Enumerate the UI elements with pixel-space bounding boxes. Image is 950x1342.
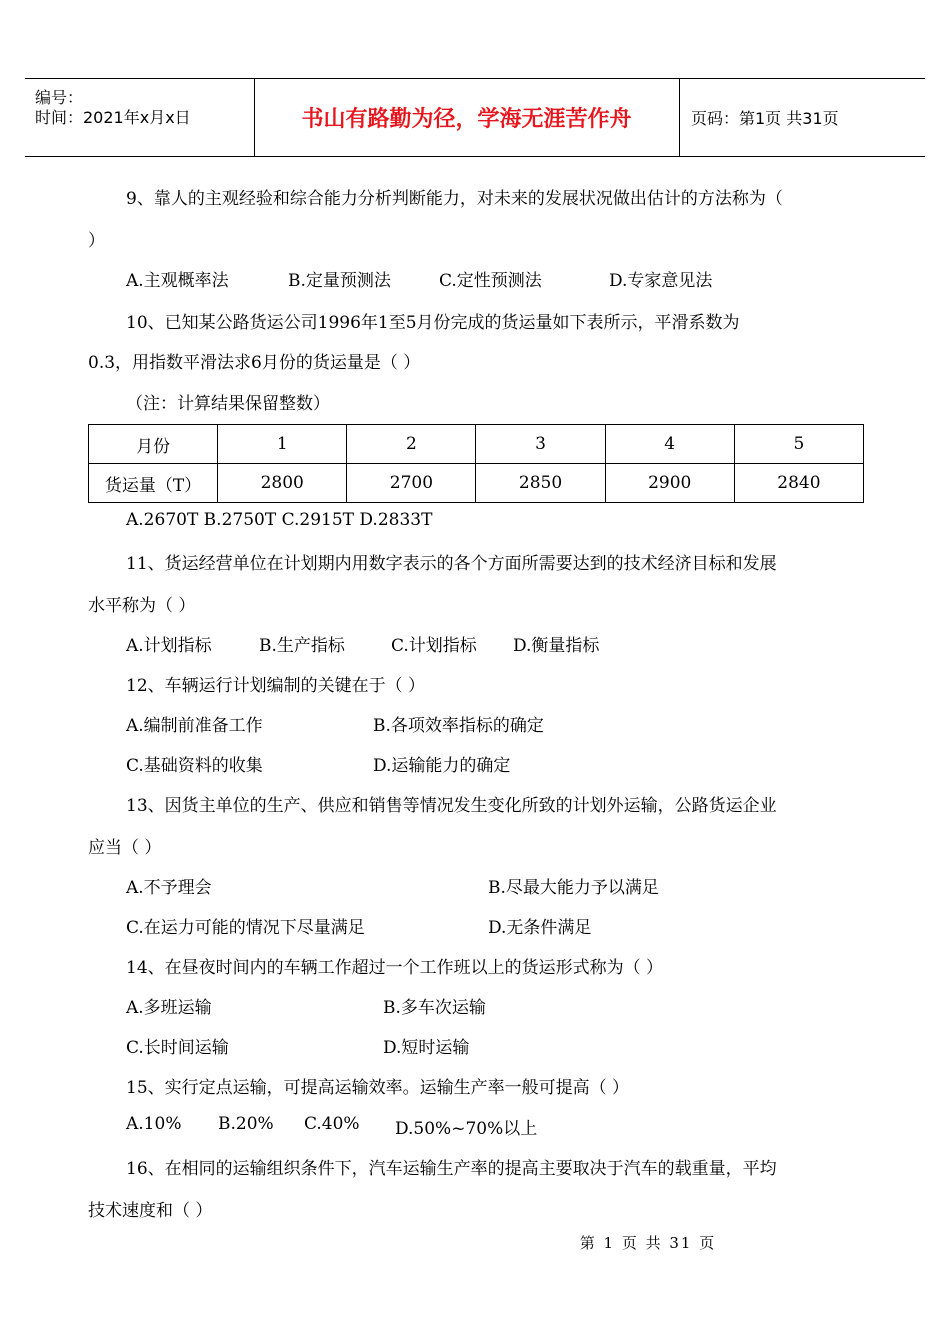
table-cell: 2900 <box>605 464 734 503</box>
q11-option-a: A.计划指标 <box>126 636 212 656</box>
q13-stem-line2: 应当（ ） <box>88 838 162 858</box>
document-header <box>25 78 925 157</box>
q11-option-c: C.计划指标 <box>391 636 477 656</box>
table-cell: 3 <box>476 425 605 464</box>
q13-option-d: D.无条件满足 <box>488 918 592 938</box>
table-cell: 货运量（T） <box>89 464 218 503</box>
table-cell: 4 <box>605 425 734 464</box>
table-cell: 2840 <box>734 464 863 503</box>
q9-option-c: C.定性预测法 <box>439 271 542 291</box>
table-row <box>89 425 864 464</box>
q13-stem-line1: 13、因货主单位的生产、供应和销售等情况发生变化所致的计划外运输，公路货运企业 <box>126 796 777 816</box>
q11-option-d: D.衡量指标 <box>513 636 600 656</box>
q10-stem-line1: 10、已知某公路货运公司1996年1至5月份完成的货运量如下表所示，平滑系数为 <box>126 313 740 333</box>
q14-stem: 14、在昼夜时间内的车辆工作超过一个工作班以上的货运形式称为（ ） <box>126 958 664 978</box>
q13-option-a: A.不予理会 <box>126 878 212 898</box>
table-cell: 5 <box>734 425 863 464</box>
table-cell: 月份 <box>89 425 218 464</box>
q12-option-b: B.各项效率指标的确定 <box>373 716 544 736</box>
footer-page-number: 第 1 页 共 31 页 <box>579 1234 717 1252</box>
time-label: 时间：2021年x月x日 <box>35 108 191 127</box>
q11-stem-line2: 水平称为（ ） <box>88 596 196 616</box>
table-cell: 2800 <box>218 464 347 503</box>
q11-stem-line1: 11、货运经营单位在计划期内用数字表示的各个方面所需要达到的技术经济目标和发展 <box>126 554 777 574</box>
q10-options: A.2670T B.2750T C.2915T D.2833T <box>126 510 433 530</box>
q12-option-d: D.运输能力的确定 <box>373 756 511 776</box>
q15-option-a: A.10% <box>126 1114 182 1134</box>
page-footer <box>0 1232 950 1253</box>
q12-option-a: A.编制前准备工作 <box>126 716 263 736</box>
q9-option-b: B.定量预测法 <box>288 271 391 291</box>
q15-stem: 15、实行定点运输，可提高运输效率。运输生产率一般可提高（ ） <box>126 1078 630 1098</box>
header-meta <box>25 79 255 156</box>
q14-option-a: A.多班运输 <box>126 998 212 1018</box>
q12-stem: 12、车辆运行计划编制的关键在于（ ） <box>126 676 426 696</box>
q13-option-b: B.尽最大能力予以满足 <box>488 878 659 898</box>
header-motto: 书山有路勤为径，学海无涯苦作舟 <box>254 79 680 156</box>
q11-option-b: B.生产指标 <box>259 636 345 656</box>
serial-label: 编号： <box>35 88 84 107</box>
table-cell: 2700 <box>347 464 476 503</box>
table-cell: 1 <box>218 425 347 464</box>
q9-option-a: A.主观概率法 <box>126 271 229 291</box>
cargo-volume-table <box>88 424 864 503</box>
q15-option-c: C.40% <box>304 1114 360 1134</box>
q12-option-c: C.基础资料的收集 <box>126 756 263 776</box>
q15-option-b: B.20% <box>218 1114 274 1134</box>
table-row <box>89 464 864 503</box>
q13-option-c: C.在运力可能的情况下尽量满足 <box>126 918 365 938</box>
table-cell: 2850 <box>476 464 605 503</box>
q10-note: （注：计算结果保留整数） <box>126 394 330 414</box>
q16-stem-line2: 技术速度和（ ） <box>88 1201 213 1221</box>
q14-option-d: D.短时运输 <box>383 1038 470 1058</box>
q10-stem-line2: 0.3，用指数平滑法求6月份的货运量是（ ） <box>88 353 421 373</box>
q9-stem-line1: 9、靠人的主观经验和综合能力分析判断能力，对未来的发展状况做出估计的方法称为（ <box>126 189 783 209</box>
q14-option-c: C.长时间运输 <box>126 1038 229 1058</box>
q15-option-d: D.50%~70%以上 <box>395 1119 538 1139</box>
q9-option-d: D.专家意见法 <box>609 271 713 291</box>
header-page-info: 页码：第1页 共31页 <box>691 109 839 128</box>
q9-stem-line2: ） <box>88 231 105 251</box>
q16-stem-line1: 16、在相同的运输组织条件下，汽车运输生产率的提高主要取决于汽车的载重量，平均 <box>126 1159 777 1179</box>
q14-option-b: B.多车次运输 <box>383 998 486 1018</box>
table-cell: 2 <box>347 425 476 464</box>
